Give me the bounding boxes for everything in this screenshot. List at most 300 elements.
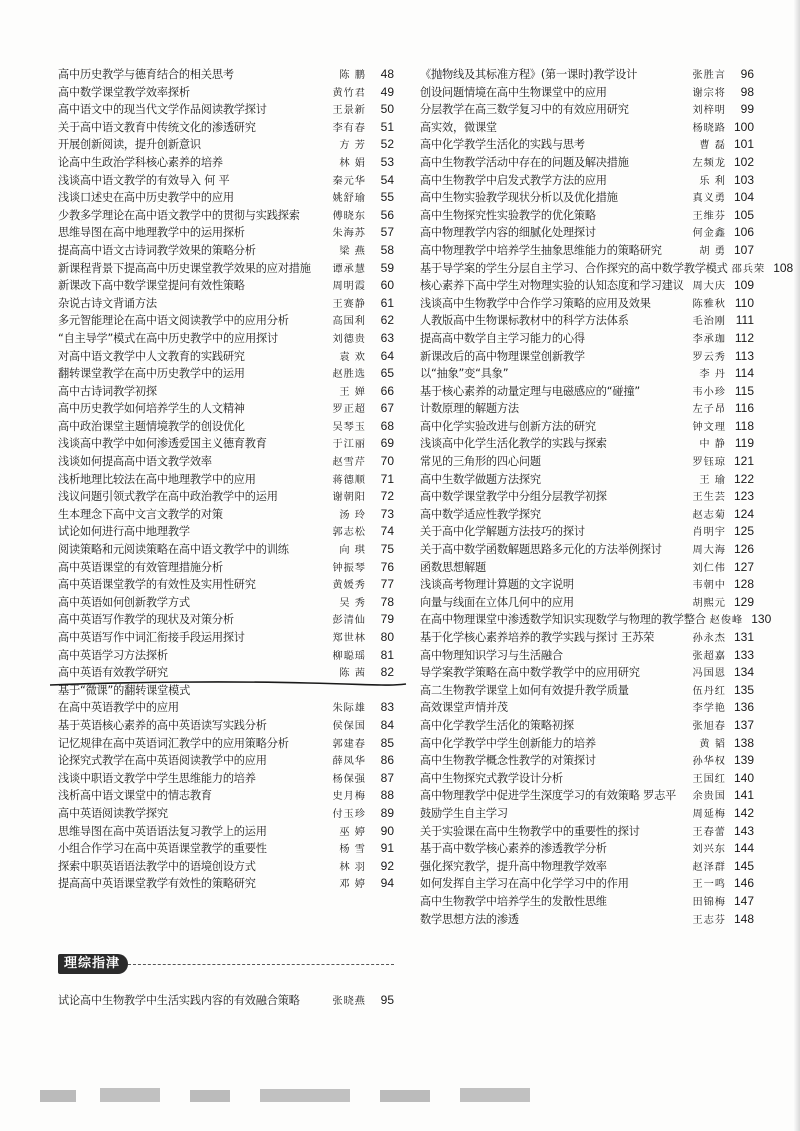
toc-entry-title: 常见的三角形的四心问题 [420,455,541,469]
toc-entry-row [420,576,754,594]
toc-entry-row [420,893,754,911]
toc-entry[interactable] [420,770,754,788]
toc-entry-page: 78 [380,594,394,609]
toc-entry[interactable] [58,260,394,278]
toc-entry-author: 胡熙元 [692,597,726,609]
toc-entry[interactable] [58,224,394,242]
toc-entry-row [420,453,754,471]
toc-entry-author: 姚舒瑜 [332,193,366,205]
toc-entry-page: 113 [734,348,754,363]
toc-entry-author: 真义勇 [692,193,726,205]
toc-entry-page: 95 [380,993,394,1007]
toc-entry[interactable] [420,787,754,805]
toc-entry-row [420,911,754,929]
toc-entry-author: 王一鸣 [692,879,726,891]
toc-entry-row [420,119,754,137]
toc-entry-page: 96 [740,67,754,81]
scan-artifact [40,1082,600,1108]
toc-entry-author: 李有春 [332,122,366,134]
toc-entry-page: 68 [380,418,394,433]
toc-entry[interactable] [420,523,754,541]
toc-entry-title: 新课程背景下提高高中历史课堂教学效果的应对措施 [58,261,311,275]
toc-entry-page: 63 [380,330,394,345]
toc-entry-page: 127 [733,559,754,574]
toc-entry[interactable] [420,400,754,418]
toc-entry-author: 朱际雄 [332,703,366,715]
toc-entry-row [420,84,754,102]
toc-entry-author: 汤 玲 [339,509,366,521]
toc-entry-author: 朱海苏 [332,228,366,240]
toc-entry-title: 浅谈高中生物教学中合作学习策略的应用及效果 [420,296,651,310]
toc-entry-author: 秦元华 [332,175,366,187]
toc-entry-row [58,752,394,770]
toc-entry-page: 48 [380,67,394,81]
toc-entry[interactable] [58,647,394,665]
toc-entry[interactable] [420,101,754,119]
toc-entry-title: 少教多学理论在高中语文教学中的贯彻与实践探索 [58,208,300,222]
toc-entry-author: 李承珈 [692,333,726,345]
toc-entry-page: 87 [380,770,394,785]
toc-entry[interactable] [420,189,754,207]
toc-entry[interactable] [58,823,394,841]
toc-entry-title: 高中英语写作教学的现状及对策分析 [58,613,234,627]
toc-entry-title: 论探究式教学在高中英语阅读教学中的应用 [58,754,267,768]
toc-left-after-section [58,992,394,1010]
toc-entry[interactable] [420,66,754,84]
toc-entry-author: 吴琴玉 [332,421,366,433]
toc-entry-page: 124 [733,506,754,521]
toc-entry-author: 高国利 [332,316,366,328]
toc-entry-author: 王 瑜 [699,474,726,486]
toc-entry-title: 高中生物教学活动中存在的问题及解决措施 [420,155,629,169]
toc-entry-title: 基于核心素养的动量定理与电磁感应的“碰撞” [420,384,640,398]
toc-entry-row [420,823,754,841]
toc-entry[interactable] [58,735,394,753]
toc-entry[interactable] [58,699,394,717]
toc-entry-title: 高中生物探究式教学设计分析 [420,771,563,785]
toc-entry-title: 强化探究教学，提升高中物理教学效率 [420,859,607,873]
toc-entry-row [58,101,394,119]
toc-entry[interactable] [58,875,394,893]
toc-entry-page: 128 [733,577,754,592]
toc-entry[interactable] [58,770,394,788]
toc-entry-page: 74 [380,524,394,539]
toc-entry-page: 79 [380,612,394,627]
toc-entry[interactable] [58,66,394,84]
toc-entry[interactable] [58,471,394,489]
toc-entry-page: 104 [733,190,754,205]
toc-entry-row [420,858,754,876]
toc-entry[interactable] [58,418,394,436]
toc-entry[interactable] [58,858,394,876]
toc-entry-author: 王春蕾 [692,826,726,838]
toc-entry-page: 129 [733,594,754,609]
toc-entry-page: 49 [380,84,394,99]
toc-entry[interactable] [420,752,754,770]
toc-entry-page: 71 [380,471,394,486]
toc-entry-author: 伍丹红 [692,685,726,697]
toc-entry-row [58,523,394,541]
toc-entry-page: 60 [380,278,394,293]
toc-entry-title: 如何发挥自主学习在高中化学学习中的作用 [420,877,629,891]
toc-entry-title: 高中语文中的现当代文学作品阅读教学探讨 [58,103,267,117]
toc-entry-title: 在高中英语教学中的应用 [58,701,179,715]
toc-entry[interactable] [58,348,394,366]
toc-entry-row [420,647,754,665]
toc-entry[interactable] [420,893,754,911]
toc-entry-title: 阅读策略和元阅读策略在高中语文教学中的训练 [58,543,289,557]
toc-entry-title: 关于高中化学解题方法技巧的探讨 [420,525,585,539]
toc-entry-author: 胡 勇 [699,245,726,257]
toc-entry-title: 高效课堂声情并茂 [420,701,508,715]
toc-entry[interactable] [58,84,394,102]
toc-entry-row [58,735,394,753]
toc-entry-page: 135 [733,682,754,697]
toc-entry-page: 75 [380,542,394,557]
toc-entry[interactable] [420,682,754,700]
toc-entry-author: 冯国恩 [692,668,726,680]
toc-entry[interactable] [58,330,394,348]
toc-entry[interactable] [58,559,394,577]
toc-entry-row [420,506,754,524]
toc-entry-author: 郭志松 [332,527,366,539]
toc-entry-title: 浅谈口述史在高中历史教学中的应用 [58,191,234,205]
toc-entry-row [420,435,754,453]
toc-entry-row [420,224,754,242]
toc-entry-title: 论高中生政治学科核心素养的培养 [58,155,223,169]
toc-entry-title: 高中生物探究性实验教学的优化策略 [420,208,596,222]
toc-entry-page: 84 [380,717,394,732]
toc-entry[interactable] [420,647,754,665]
toc-entry[interactable] [58,207,394,225]
toc-entry-title: 翻转课堂教学在高中历史教学中的运用 [58,367,245,381]
toc-entry-title: 高中化学实验改进与创新方法的研究 [420,419,596,433]
toc-entry-author: 左子昂 [692,404,726,416]
toc-entry[interactable] [420,805,754,823]
toc-entry[interactable] [420,207,754,225]
toc-entry-row [58,330,394,348]
toc-entry-author: 罗云秀 [692,351,726,363]
toc-entry-page: 80 [380,630,394,644]
toc-entry[interactable] [420,576,754,594]
toc-entry-title: 浅析地理比较法在高中地理教学中的应用 [58,472,256,486]
toc-entry-title: 高中物理教学内容的细腻化处理探讨 [420,226,596,240]
toc-entry[interactable] [420,664,754,682]
toc-entry[interactable] [420,295,754,313]
toc-entry-page: 89 [380,805,394,820]
toc-entry[interactable] [58,101,394,119]
toc-entry[interactable] [420,611,772,629]
toc-entry-row [58,365,394,383]
toc-entry-title: 高中化学教学生活化的实践与思考 [420,138,585,152]
toc-entry-author: 余贵国 [692,791,726,803]
toc-entry-author: 赵雪芹 [332,457,366,469]
toc-entry-title: 高中英语如何创新教学方式 [58,595,190,609]
toc-entry[interactable] [58,119,394,137]
toc-entry[interactable] [420,594,754,612]
toc-entry[interactable] [58,383,394,401]
toc-entry-title: 多元智能理论在高中语文阅读教学中的应用分析 [58,314,289,328]
toc-entry[interactable] [58,295,394,313]
toc-entry[interactable] [420,559,754,577]
toc-entry-row [420,207,754,225]
toc-entry[interactable] [58,172,394,190]
toc-entry-page: 130 [751,612,772,627]
toc-entry-author: 张旭春 [692,720,726,732]
toc-entry-page: 50 [380,102,394,117]
toc-entry-row [420,383,754,401]
toc-entry-title: 高中政治课堂主题情境教学的创设优化 [58,419,245,433]
toc-entry-title: 人教版高中生物课标教材中的科学方法体系 [420,314,629,328]
toc-entry[interactable] [420,453,754,471]
toc-entry[interactable] [420,717,754,735]
toc-entry-row [58,840,394,858]
toc-entry-author: 王景新 [332,105,366,117]
toc-entry[interactable] [58,506,394,524]
toc-entry-title: 基于导学案的学生分层自主学习、合作探究的高中数学教学模式 [420,261,728,275]
toc-entry[interactable] [420,735,754,753]
toc-entry-author: 谢宗将 [692,87,726,99]
toc-entry[interactable] [420,84,754,102]
toc-entry-author: 袁 欢 [339,351,366,363]
toc-entry-author: 罗钰琼 [692,457,726,469]
section-header [58,954,394,976]
toc-entry-page: 140 [733,770,754,785]
toc-entry[interactable] [58,400,394,418]
toc-entry[interactable] [58,136,394,154]
toc-entry-page: 98 [740,84,754,99]
toc-entry-row [58,66,394,84]
toc-entry-title: 记忆规律在高中英语词汇教学中的应用策略分析 [58,736,289,750]
toc-entry-author: 林 羽 [339,861,366,873]
toc-entry[interactable] [420,488,754,506]
toc-entry-author: 刘德贵 [332,333,366,345]
toc-entry[interactable] [420,699,754,717]
toc-entry-page: 133 [733,647,754,662]
toc-left-column [58,66,394,893]
toc-entry-page: 141 [733,788,754,803]
toc-entry[interactable] [420,348,754,366]
toc-entry-row [420,559,754,577]
toc-entry-row [58,260,394,278]
toc-entry-title: 探索中职英语语法教学中的语境创设方式 [58,859,256,873]
toc-entry-title: 高中生物实验教学现状分析以及优化措施 [420,191,618,205]
toc-entry-row [58,647,394,665]
toc-entry-row [58,699,394,717]
toc-entry-row [58,787,394,805]
toc-entry[interactable] [58,717,394,735]
toc-entry-author: 巫 婷 [339,826,366,838]
toc-entry-page: 62 [380,313,394,328]
toc-entry-author: 于江丽 [332,439,366,451]
toc-entry-author: 刘仁伟 [692,562,726,574]
toc-entry-row [58,717,394,735]
toc-entry-author: 郭建春 [332,738,366,750]
toc-entry-author: 韦小珍 [692,386,726,398]
handwritten-underline [48,676,408,690]
toc-entry[interactable] [420,911,754,929]
toc-entry-author: 孙永杰 [692,633,726,644]
toc-entry-page: 105 [733,207,754,222]
toc-entry-page: 145 [733,858,754,873]
toc-entry[interactable] [58,189,394,207]
toc-entry-author: 张晓燕 [332,996,366,1007]
toc-entry-title: 浅谈如何提高高中语文教学效率 [58,455,212,469]
toc-entry-author: 赵泽群 [692,861,726,873]
toc-entry[interactable] [420,119,754,137]
toc-entry-title: 小组合作学习在高中英语课堂教学的重要性 [58,842,267,856]
toc-entry[interactable] [420,330,754,348]
toc-entry[interactable] [420,312,754,330]
toc-entry-title: 浅谈高中语文教学的有效导入 何 平 [58,173,230,187]
toc-entry-row [58,559,394,577]
toc-entry[interactable] [58,312,394,330]
toc-entry-row [420,664,754,682]
toc-entry[interactable] [58,992,394,1010]
toc-entry-title: 高中英语课堂的有效管理措施分析 [58,560,223,574]
toc-entry-title: 基于英语核心素养的高中英语读写实践分析 [58,718,267,732]
toc-entry[interactable] [58,576,394,594]
toc-entry-page: 148 [733,911,754,926]
toc-entry[interactable] [420,136,754,154]
toc-entry[interactable] [420,858,754,876]
toc-entry[interactable] [58,787,394,805]
scan-edge-shadow [794,0,800,1131]
toc-entry[interactable] [58,242,394,260]
toc-entry[interactable] [58,488,394,506]
section-title: 理综指津 [58,954,128,974]
toc-entry-page: 73 [380,506,394,521]
toc-entry[interactable] [420,260,794,278]
toc-entry[interactable] [420,172,754,190]
toc-entry[interactable] [420,541,754,559]
toc-entry[interactable] [58,611,394,629]
toc-entry-row [420,348,754,366]
toc-entry-title: 生本理念下高中文言文教学的对策 [58,507,223,521]
toc-entry-row [58,312,394,330]
toc-entry-author: 张超嘉 [692,650,726,662]
toc-entry-title: 核心素养下高中学生对物理实验的认知态度和学习建议 [420,279,684,293]
toc-entry-title: 导学案教学策略在高中数学教学中的应用研究 [420,666,640,680]
toc-entry[interactable] [58,594,394,612]
toc-entry-author: 曹 磊 [699,140,726,152]
toc-entry-page: 112 [734,330,754,345]
toc-entry-author: 周大海 [692,545,726,557]
toc-entry[interactable] [420,823,754,841]
toc-entry-page: 147 [733,893,754,908]
toc-entry-row [420,840,754,858]
toc-entry-author: 中 静 [699,439,726,451]
toc-entry-author: 韦朝中 [692,580,726,592]
toc-entry-row [420,154,754,172]
toc-entry-page: 86 [380,753,394,768]
toc-entry-page: 118 [734,418,754,433]
toc-entry[interactable] [420,629,754,647]
toc-entry-title: 基于高中数学核心素养的渗透教学分析 [420,842,607,856]
toc-entry[interactable] [420,875,754,893]
toc-entry[interactable] [58,523,394,541]
toc-entry-row [420,875,754,893]
toc-entry-row [58,435,394,453]
toc-entry-title: 高中化学教学生活化的策略初探 [420,718,574,732]
toc-entry[interactable] [420,506,754,524]
toc-entry-title: 提高高中数学自主学习能力的心得 [420,331,585,345]
toc-entry-page: 101 [733,137,754,152]
toc-entry[interactable] [420,242,754,260]
toc-entry-author: 周延梅 [692,808,726,820]
toc-entry-title: 关于高中语文教育中传统文化的渗透研究 [58,120,256,134]
toc-entry[interactable] [58,277,394,295]
toc-entry[interactable] [58,435,394,453]
toc-entry[interactable] [420,840,754,858]
toc-entry-author: 刘梓明 [692,105,726,117]
toc-entry[interactable] [420,471,754,489]
toc-entry[interactable] [58,541,394,559]
toc-entry[interactable] [58,752,394,770]
toc-entry-title: 高中历史教学如何培养学生的人文精神 [58,402,245,416]
toc-entry-page: 56 [380,207,394,222]
toc-entry[interactable] [420,383,754,401]
toc-entry-author: 向 琪 [339,545,366,557]
toc-entry[interactable] [420,365,754,383]
toc-entry[interactable] [58,629,394,647]
toc-entry-page: 116 [734,401,754,416]
toc-entry[interactable] [58,154,394,172]
toc-entry[interactable] [420,435,754,453]
toc-entry[interactable] [420,224,754,242]
toc-entry-page: 115 [734,383,754,398]
toc-entry[interactable] [58,453,394,471]
toc-entry-page: 52 [380,137,394,152]
toc-entry-title: 高中数学适应性教学探究 [420,507,541,521]
toc-entry-title: 试论高中生物教学中生活实践内容的有效融合策略 [58,994,300,1007]
toc-entry-title: 开展创新阅读，提升创新意识 [58,138,201,152]
toc-entry-author: 蒋德顺 [332,474,366,486]
toc-entry-page: 67 [380,401,394,416]
toc-entry[interactable] [58,805,394,823]
toc-entry-author: 王国红 [692,773,726,785]
toc-entry[interactable] [420,154,754,172]
toc-entry-page: 81 [380,647,394,662]
toc-entry-row [58,453,394,471]
toc-entry-row [58,576,394,594]
toc-entry-author: 梁 燕 [339,245,366,257]
toc-entry-title: 基于“微课”的翻转课堂模式 [58,683,191,697]
toc-entry-author: 谭承慧 [332,263,366,275]
toc-entry[interactable] [58,840,394,858]
toc-entry-page: 131 [733,630,754,644]
toc-entry-row [58,348,394,366]
toc-entry-row [420,629,754,647]
toc-entry-title: 浅谈高中教学中如何渗透爱国主义德育教育 [58,437,267,451]
toc-entry[interactable] [420,418,754,436]
toc-entry-author: 李 丹 [699,369,726,381]
toc-entry[interactable] [58,365,394,383]
toc-entry[interactable] [420,277,754,295]
toc-entry-row [420,101,754,119]
toc-entry-title: 对高中语文教学中人文教育的实践研究 [58,349,245,363]
toc-entry-page: 76 [380,559,394,574]
toc-entry-page: 109 [733,278,754,293]
toc-entry-title: 思维导图在高中地理教学中的运用探析 [58,226,245,240]
toc-entry-page: 66 [380,383,394,398]
toc-entry-page: 114 [734,366,754,381]
toc-entry-title: 高中生物教学中启发式教学方法的应用 [420,173,607,187]
toc-entry-author: 郑世林 [332,633,366,644]
toc-entry-author: 陈雅秋 [692,298,726,310]
toc-entry-author: 赵俊峰 [709,615,744,627]
toc-entry-row [420,752,754,770]
